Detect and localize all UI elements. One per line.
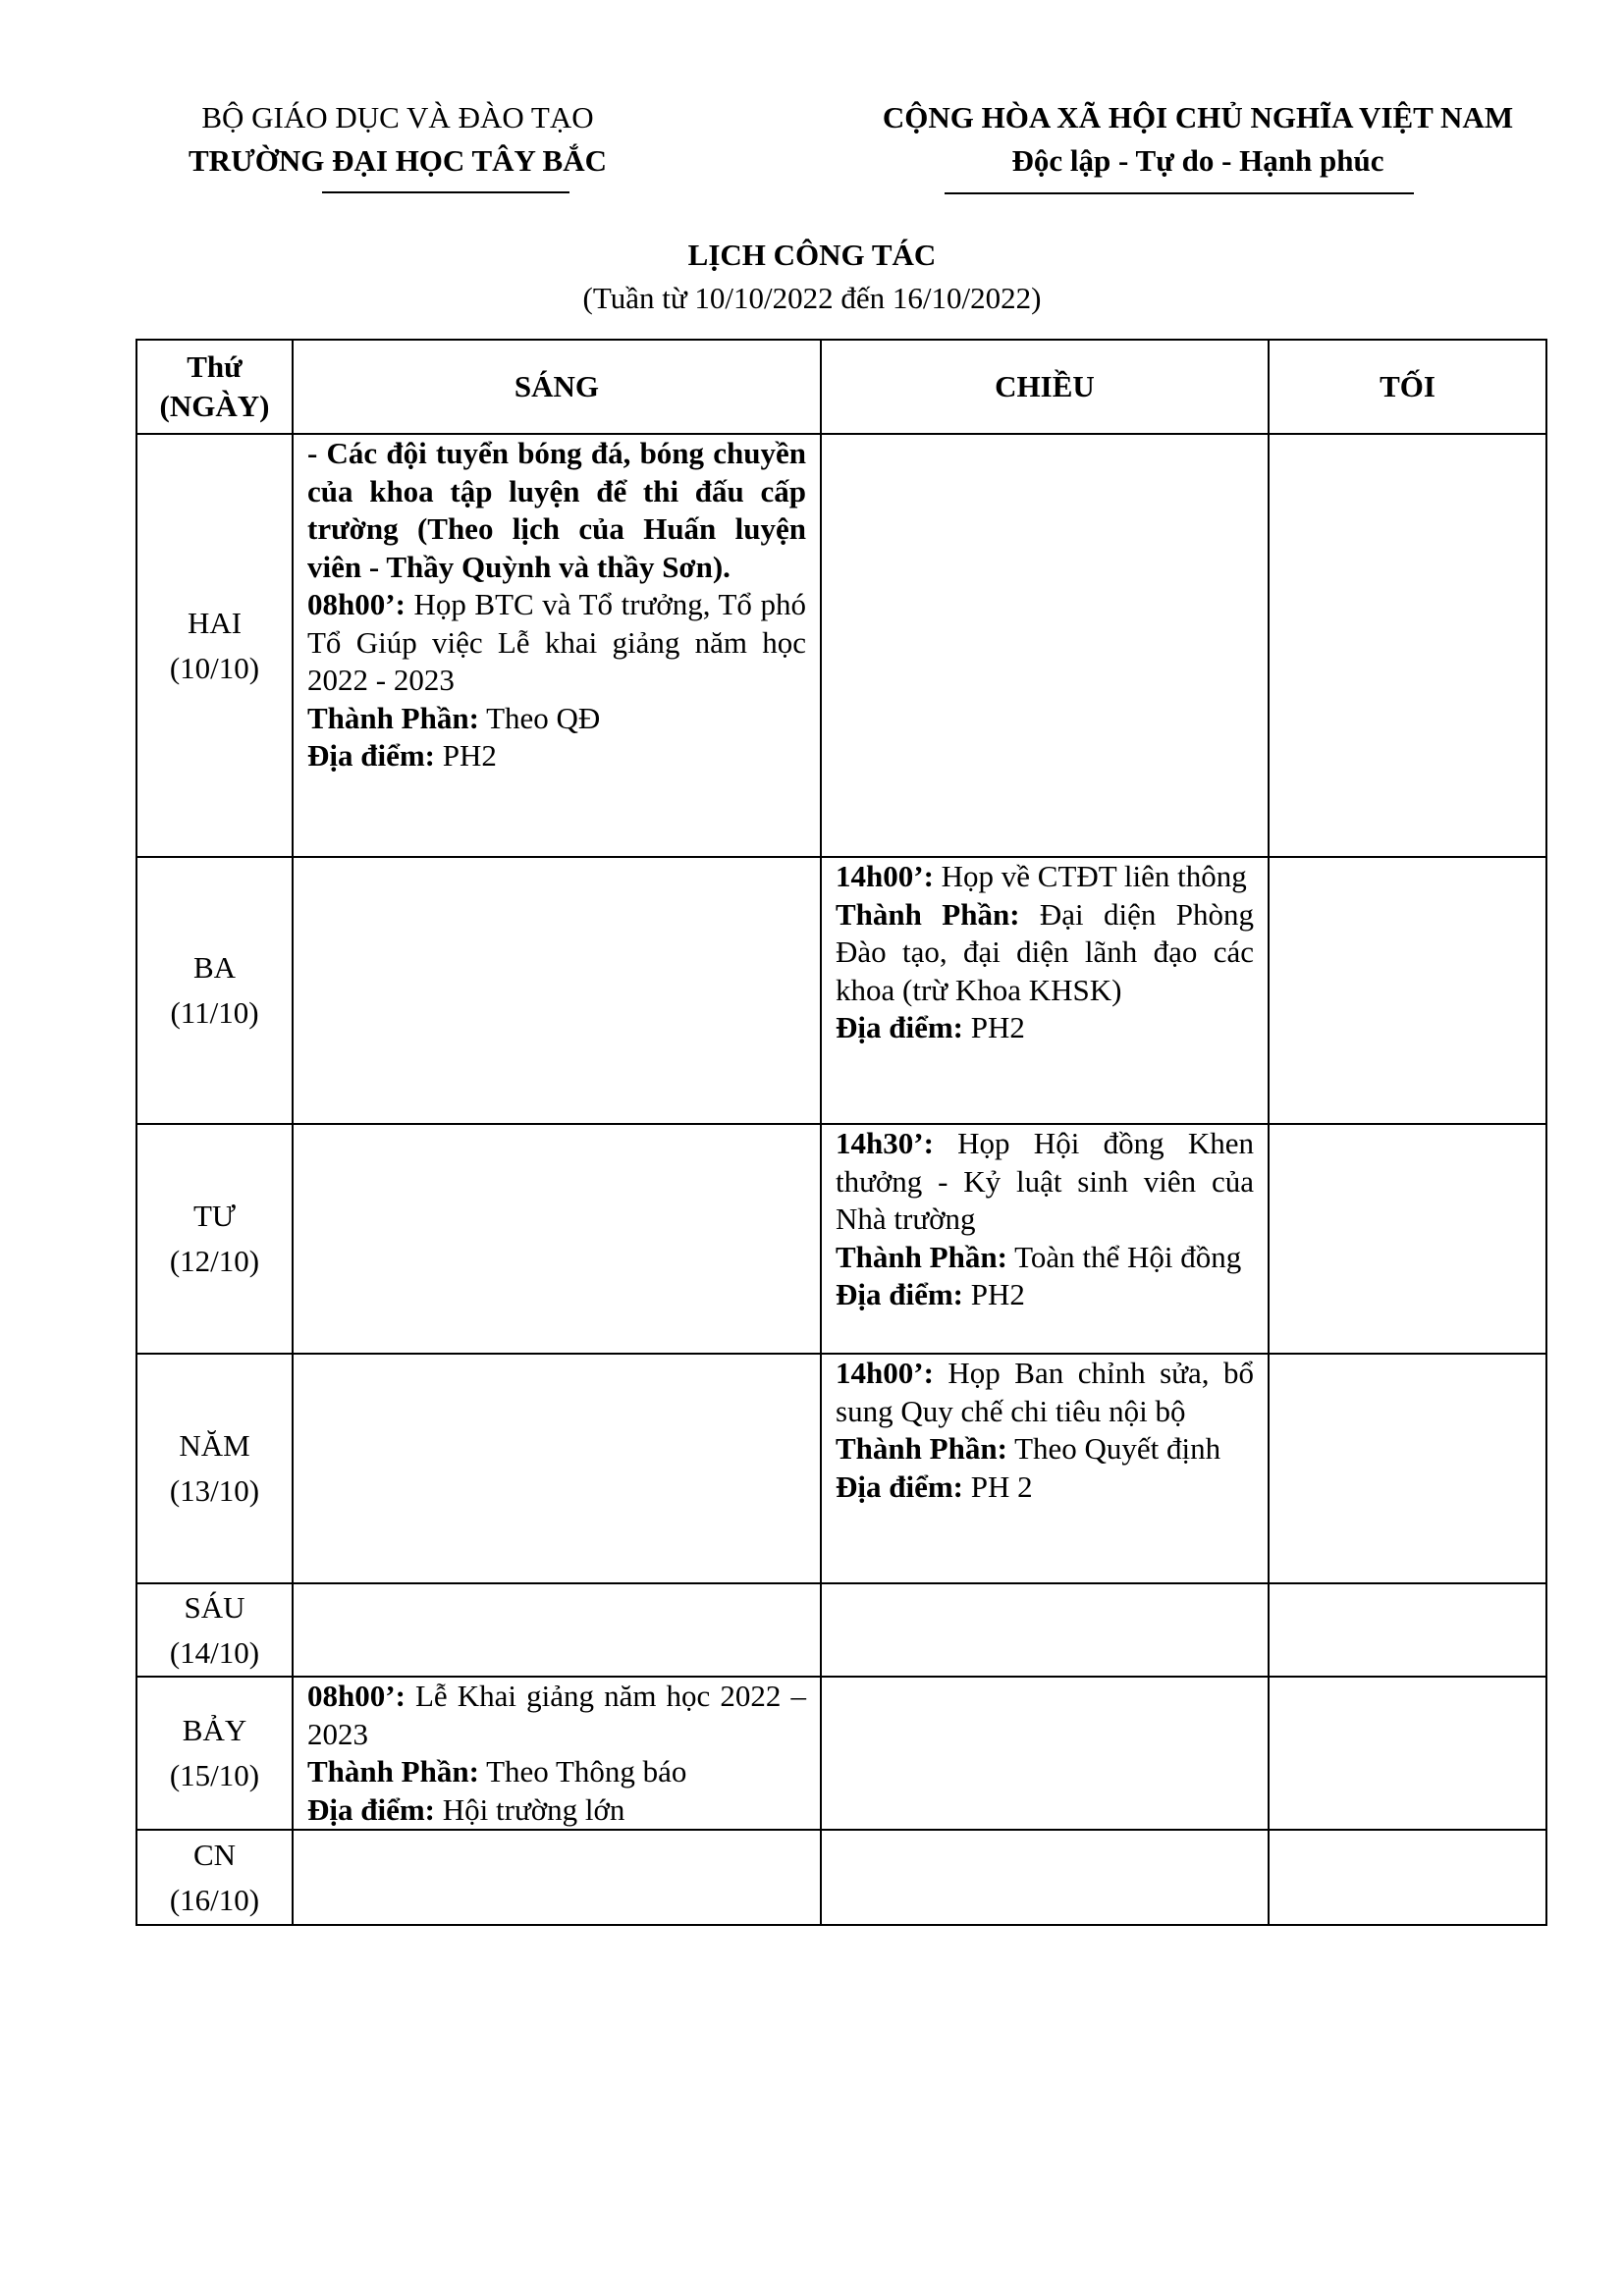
location-value: PH2 xyxy=(963,1277,1025,1311)
event-content: Họp Hội đồng Khen thưởng - Kỷ luật sinh viên của Nhà trường xyxy=(836,1126,1254,1236)
header-morning: SÁNG xyxy=(293,340,821,434)
day-date: (13/10) xyxy=(169,1473,260,1508)
schedule-table xyxy=(135,339,1547,1926)
university-underline xyxy=(322,191,569,193)
event-time: 08h00’: xyxy=(307,587,406,621)
day-name: HAI xyxy=(187,605,243,640)
participants-label: Thành Phần: xyxy=(307,700,479,735)
morning-cell xyxy=(293,434,821,857)
morning-cell xyxy=(293,1830,821,1925)
event-location xyxy=(836,1468,1254,1507)
day-name: BẢY xyxy=(182,1713,247,1747)
header-evening: TỐI xyxy=(1269,340,1546,434)
afternoon-cell xyxy=(821,1354,1269,1583)
morning-cell xyxy=(293,857,821,1124)
evening-cell xyxy=(1269,857,1546,1124)
event-time: 14h00’: xyxy=(836,859,934,893)
location-label: Địa điểm: xyxy=(836,1010,964,1044)
event-location xyxy=(836,1009,1254,1047)
event-content: Họp Ban chỉnh sửa, bổ sung Quy chế chi tiêu nội bộ xyxy=(836,1356,1254,1428)
header-day-line2: (NGÀY) xyxy=(159,389,270,423)
header-day xyxy=(136,340,293,434)
table-row xyxy=(136,1583,1546,1677)
location-label: Địa điểm: xyxy=(836,1468,964,1504)
event-participants xyxy=(836,1430,1254,1468)
location-value: PH2 xyxy=(435,738,497,773)
location-value: PH 2 xyxy=(963,1468,1033,1504)
location-value: Hội trường lớn xyxy=(435,1791,625,1827)
event-participants xyxy=(307,700,806,738)
day-cell xyxy=(136,857,293,1124)
event-content: Họp BTC và Tổ trưởng, Tổ phó Tổ Giúp việc Lễ khai giảng năm học 2022 - 2023 xyxy=(307,587,806,697)
morning-cell xyxy=(293,1124,821,1354)
day-cell xyxy=(136,1583,293,1677)
day-cell xyxy=(136,1124,293,1354)
table-row xyxy=(136,434,1546,857)
afternoon-cell xyxy=(821,1124,1269,1354)
document-subtitle: (Tuần từ 10/10/2022 đến 16/10/2022) xyxy=(582,281,1042,315)
table-row xyxy=(136,1677,1546,1830)
evening-cell xyxy=(1269,1583,1546,1677)
header-afternoon: CHIỀU xyxy=(821,340,1269,434)
event-location xyxy=(307,1791,806,1830)
morning-cell xyxy=(293,1354,821,1583)
participants-label: Thành Phần: xyxy=(836,896,1020,932)
national-motto: Độc lập - Tự do - Hạnh phúc xyxy=(1011,143,1384,178)
day-name: BA xyxy=(192,950,237,985)
event-participants xyxy=(307,1753,806,1791)
table-row xyxy=(136,857,1546,1124)
event-note: - Các đội tuyển bóng đá, bóng chuyền của khoa tập luyện để thi đấu cấp trường (Theo lịch của Huấn luyện viên - Thầy Quỳnh và thầy Sơn). xyxy=(307,436,806,584)
day-date: (15/10) xyxy=(169,1758,260,1792)
morning-cell xyxy=(293,1677,821,1830)
event-description xyxy=(307,586,806,700)
evening-cell xyxy=(1269,434,1546,857)
day-name: SÁU xyxy=(184,1589,245,1625)
evening-cell xyxy=(1269,1354,1546,1583)
day-cell xyxy=(136,1830,293,1925)
participants-value: Đại diện Phòng Đào tạo, đại diện lãnh đạo các khoa (trừ Khoa KHSK) xyxy=(836,896,1255,1007)
table-header-row xyxy=(136,340,1546,434)
afternoon-cell xyxy=(821,857,1269,1124)
day-date: (14/10) xyxy=(169,1634,260,1670)
afternoon-cell xyxy=(821,1830,1269,1925)
event-participants xyxy=(836,896,1254,1010)
location-label: Địa điểm: xyxy=(307,1791,436,1827)
evening-cell xyxy=(1269,1124,1546,1354)
country-name: CỘNG HÒA XÃ HỘI CHỦ NGHĨA VIỆT NAM xyxy=(882,100,1514,134)
event-description xyxy=(307,1678,806,1753)
evening-cell xyxy=(1269,1677,1546,1830)
afternoon-cell xyxy=(821,434,1269,857)
day-date: (12/10) xyxy=(169,1244,260,1278)
header-day-line1: Thứ xyxy=(187,349,243,384)
event-time: 14h00’: xyxy=(836,1356,934,1390)
event-time: 14h30’: xyxy=(836,1126,934,1160)
document-title: LỊCH CÔNG TÁC xyxy=(687,238,937,272)
participants-value: Theo QĐ xyxy=(478,700,601,735)
participants-label: Thành Phần: xyxy=(836,1239,1007,1274)
event-location xyxy=(307,737,806,775)
day-cell xyxy=(136,1677,293,1830)
day-name: NĂM xyxy=(179,1428,250,1463)
location-label: Địa điểm: xyxy=(836,1277,964,1311)
afternoon-cell xyxy=(821,1677,1269,1830)
university-name: TRƯỜNG ĐẠI HỌC TÂY BẮC xyxy=(189,143,607,178)
day-name: CN xyxy=(192,1837,237,1872)
right-header xyxy=(844,96,1551,183)
table-row xyxy=(136,1830,1546,1925)
day-name: TƯ xyxy=(193,1199,236,1233)
participants-value: Toàn thể Hội đồng xyxy=(1006,1239,1242,1274)
location-label: Địa điểm: xyxy=(307,738,436,773)
event-time: 08h00’: xyxy=(307,1679,406,1713)
ministry-name: BỘ GIÁO DỤC VÀ ĐÀO TẠO xyxy=(201,100,594,134)
event-content: Họp về CTĐT liên thông xyxy=(933,859,1247,893)
table-row xyxy=(136,1354,1546,1583)
motto-underline xyxy=(945,192,1414,194)
participants-label: Thành Phần: xyxy=(836,1431,1007,1466)
participants-value: Theo Quyết định xyxy=(1006,1431,1221,1466)
day-cell xyxy=(136,1354,293,1583)
event-location xyxy=(836,1276,1254,1314)
event-participants xyxy=(836,1239,1254,1277)
day-date: (10/10) xyxy=(169,650,260,685)
table-row xyxy=(136,1124,1546,1354)
morning-cell xyxy=(293,1583,821,1677)
evening-cell xyxy=(1269,1830,1546,1925)
day-date: (11/10) xyxy=(170,995,259,1030)
participants-value: Theo Thông báo xyxy=(478,1754,687,1789)
event-description xyxy=(836,858,1254,896)
participants-label: Thành Phần: xyxy=(307,1754,479,1789)
afternoon-cell xyxy=(821,1583,1269,1677)
left-header xyxy=(157,96,638,183)
event-description xyxy=(836,1355,1254,1430)
day-date: (16/10) xyxy=(169,1882,260,1917)
event-description xyxy=(836,1125,1254,1239)
event-content: Lễ Khai giảng năm học 2022 – 2023 xyxy=(307,1679,806,1751)
day-cell xyxy=(136,434,293,857)
location-value: PH2 xyxy=(963,1010,1025,1044)
